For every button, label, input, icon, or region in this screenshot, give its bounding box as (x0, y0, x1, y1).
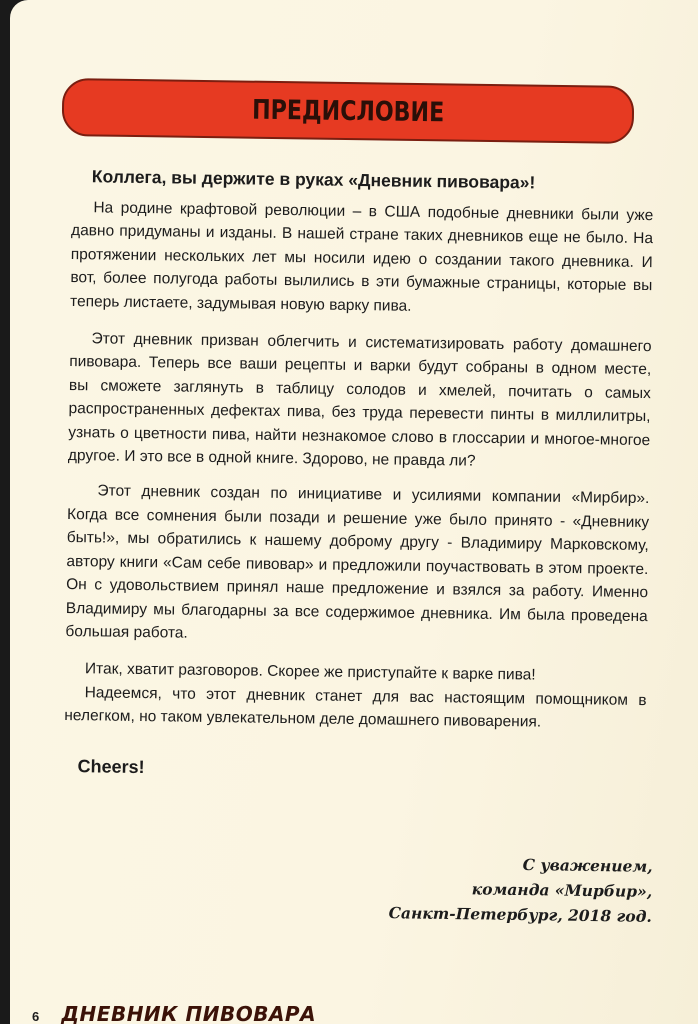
signature-line: С уважением, (522, 855, 653, 876)
paragraph-3 (65, 479, 649, 651)
signature-block (388, 850, 652, 929)
paragraph-line: Этот дневник создан по инициативе и усилиями компании «Мирбир». (97, 482, 650, 508)
paragraph-line: Когда все сомнения были позади и решение уже было принято - «Дневнику (67, 505, 650, 531)
signature-line: Санкт-Петербург, 2018 год. (388, 903, 652, 926)
paragraph-line: протяжении нескольких лет мы носили идею о создании такого дневника. И (70, 245, 653, 271)
page-number: 6 (32, 1009, 40, 1024)
paragraph-line: быть!», мы обратились к нашему доброму другу - Владимиру Марковскому, (66, 529, 649, 555)
paragraph-line: Итак, хватит разговоров. Скорее же приступайте к варке пива! (84, 660, 536, 684)
section-banner (62, 78, 635, 144)
paragraph-line: узнать о цветности пива, найти незнакомое слово в глоссарии и многое-многое (68, 423, 651, 449)
paragraph-line: давно придуманы и изданы. В нашей стране таких дневников еще не было. На (70, 222, 654, 248)
footer-title: ДНЕВНИК ПИВОВАРА (61, 1002, 317, 1024)
page-content (63, 165, 653, 785)
paragraph-line: нелегком, но таком увлекательном деле домашнего пивоварения. (64, 707, 542, 731)
paragraph-line: Надеемся, что этот дневник станет для вас настоящим помощником в (84, 683, 647, 709)
paragraph-line: Он с удовольствием принял наше предложение и взялся за работу. Именно (66, 576, 649, 602)
paragraph-line: Этот дневник призван облегчить и систематизировать работу домашнего (91, 330, 652, 356)
paragraph-line: теперь листаете, задумывая новую варку пива. (69, 292, 412, 315)
paragraph-line: На родине крафтовой революции – в США подобные дневники были уже (93, 199, 654, 225)
cheers-text: Cheers! (77, 755, 145, 777)
paragraph-1 (70, 196, 654, 321)
paragraph-line: пивовара. Теперь все ваши рецепты и варки будут собраны в одном месте, (69, 353, 652, 379)
paragraph-line: большая работа. (65, 622, 188, 642)
paragraph-line: вот, более полугода работы вылились в эти бумажные страницы, которые вы (70, 269, 653, 295)
paragraph-4 (64, 657, 647, 735)
page-footer (32, 1002, 316, 1024)
paragraph-line: распространенных дефектах пива, без труда перевести пинты в миллилитры, (68, 400, 651, 426)
paragraph-line: вы сможете заглянуть в таблицу солодов и хмелей, почитать о самых (68, 376, 651, 402)
section-title: ПРЕДИСЛОВИЕ (251, 94, 445, 128)
signature-line: команда «Мирбир», (471, 879, 653, 901)
paragraph-line: автору книги «Сам себе пивовар» и предложили поучаствовать в этом проекте. (66, 552, 649, 578)
paragraph-line: Владимиру мы благодарны за все содержимое дневника. Им была проведена (65, 599, 648, 625)
book-page (10, 0, 698, 1024)
paragraph-line: другое. И это все в одной книге. Здорово, не правда ли? (67, 447, 476, 470)
paragraph-2 (68, 327, 652, 476)
headline: Коллега, вы держите в руках «Дневник пивовара»! (91, 166, 536, 193)
